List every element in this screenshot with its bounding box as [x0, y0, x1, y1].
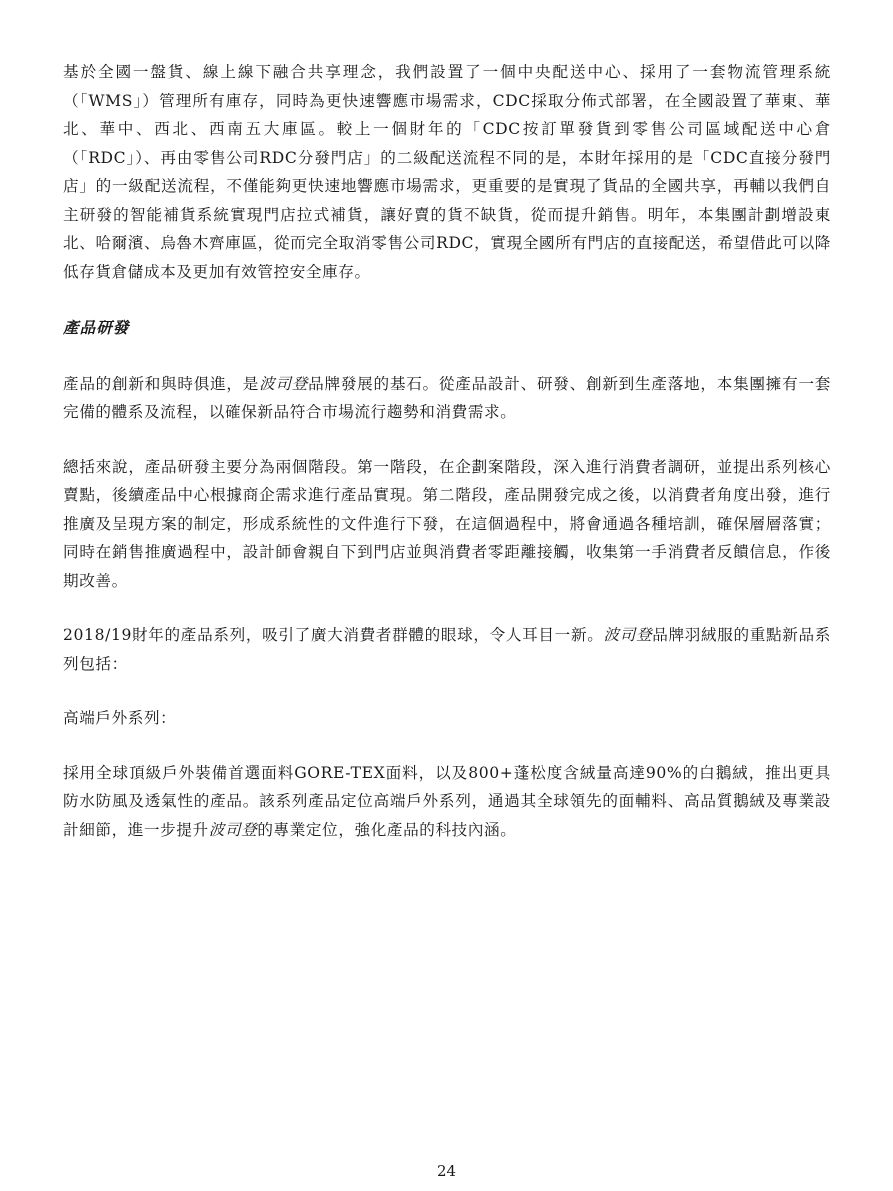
paragraph-outdoor-series-detail [63, 759, 831, 845]
paragraph-logistics: 基於全國一盤貨、線上線下融合共享理念，我們設置了一個中央配送中心、採用了一套物流管理系統（「WMS」）管理所有庫存，同時為更快速響應市場需求，CDC採取分佈式部署，在全國設置了華東、華北、華中、西北、西南五大庫區。較上一個財年的「CDC按訂單發貨到零售公司區域配送中心倉（「RDC」）、再由零售公司RDC分發門店」的二級配送流程不同的是，本財年採用的是「CDC直接分發門店」的一級配送流程，不僅能夠更快速地響應市場需求，更重要的是實現了貨品的全國共享，再輔以我們自主研發的智能補貨系統實現門店拉式補貨，讓好賣的貨不缺貨，從而提升銷售。明年，本集團計劃增設東北、哈爾濱、烏魯木齊庫區，從而完全取消零售公司RDC，實現全國所有門店的直接配送，希望借此可以降低存貨倉儲成本及更加有效管控安全庫存。 [63, 63, 831, 281]
paragraph-innovation [63, 370, 831, 427]
text-segment: 產品的創新和與時俱進，是 [63, 374, 260, 393]
brand-name: 波司登 [603, 626, 653, 644]
brand-name: 波司登 [208, 820, 258, 839]
page-number: 24 [436, 1162, 457, 1180]
text-segment: 品牌羽絨服的重點新品系列包括： [63, 626, 831, 673]
text-segment: 的專業定位，強化產品的科技內涵。 [257, 820, 517, 839]
paragraph-rd-stages: 總括來說，產品研發主要分為兩個階段。第一階段，在企劃案階段，深入進行消費者調研，並提出系列核心賣點，後續產品中心根據商企需求進行產品實現。第二階段，產品開發完成之後，以消費者角度出發，進行推廣及呈現方案的制定，形成系統性的文件進行下發，在這個過程中，將會通過各種培訓，確保層層落實；同時在銷售推廣過程中，設計師會親自下到門店並與消費者零距離接觸，收集第一手消費者反饋信息，作後期改善。 [63, 457, 831, 590]
text-segment: 品牌發展的基石。從產品設計、研發、創新到生產落地，本集團擁有一套完備的體系及流程，以確保新品符合市場流行趨勢和消費需求。 [63, 374, 831, 421]
text-segment: 2018/19財年的產品系列，吸引了廣大消費者群體的眼球，令人耳目一新。 [63, 626, 604, 644]
text-segment: 採用全球頂級戶外裝備首選面料GORE-TEX面料，以及800+蓬松度含絨量高達90%的白鵝絨，推出更具防水防風及透氣性的產品。該系列產品定位高端戶外系列，通過其全球領先的面輔料、高品質鵝絨及專業設計細節，進一步提升 [63, 763, 831, 839]
paragraph-outdoor-series-label: 高端戶外系列： [63, 709, 177, 727]
section-heading-product-rd: 產品研發 [63, 318, 130, 337]
document-body [63, 58, 831, 844]
paragraph-product-series [63, 621, 831, 678]
brand-name: 波司登 [259, 374, 309, 393]
